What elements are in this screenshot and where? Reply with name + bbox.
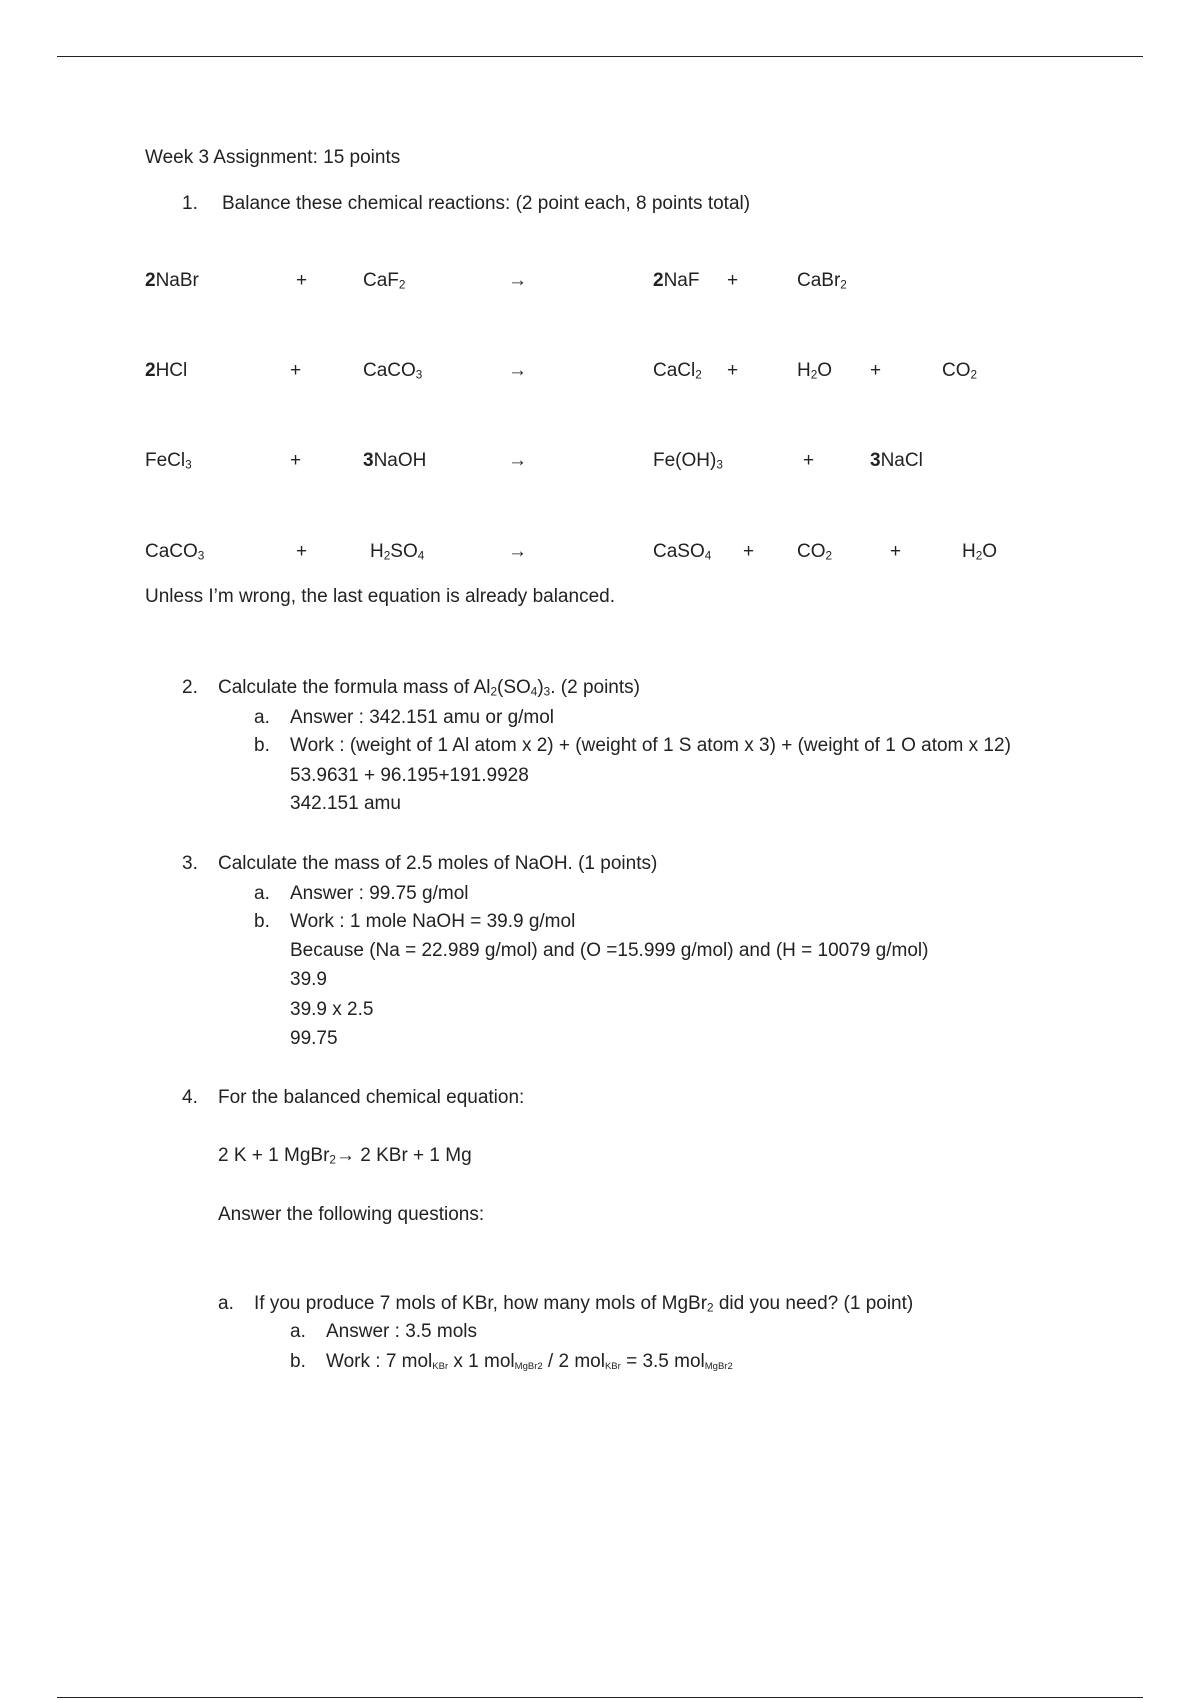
r2-plus-1: + — [290, 360, 302, 381]
r2-product-2: $H_2O$ — [797, 360, 833, 382]
q3-answer: Answer : 99.75 g/mol — [290, 883, 469, 904]
r1-plus-2: + — [727, 270, 739, 291]
q1-note: Unless I’m wrong, the last equation is already balanced. — [145, 586, 615, 607]
bottom-rule — [57, 1697, 1143, 1698]
q3-text: Calculate the mass of 2.5 moles of NaOH. (1 points) — [218, 853, 658, 874]
r3-arrow: → — [508, 450, 527, 471]
q2-work-line-1: 53.9631 + 96.195+191.9928 — [290, 765, 529, 786]
q2-work-line-2: 342.151 amu — [290, 793, 401, 814]
r4-plus-3: + — [890, 541, 902, 562]
r1-product-1: 2NaF — [653, 270, 700, 291]
r1-reactant-2: CaF$_2$ — [363, 270, 406, 292]
r3-plus-2: + — [803, 450, 815, 471]
q2-text: Calculate the formula mass of $Al_2(SO_4)_3$. (2 points) — [218, 677, 640, 699]
r1-product-2: CaBr$_2$ — [797, 270, 847, 292]
q3-a-label: a. — [254, 883, 270, 904]
q3-number: 3. — [182, 853, 198, 874]
q3-work-line-3: 39.9 x 2.5 — [290, 999, 374, 1020]
top-rule — [57, 56, 1143, 57]
q1-number: 1. — [182, 193, 198, 214]
r4-reactant-1: CaCO$_3$ — [145, 541, 205, 563]
q4a-work: Work : 7 mol$_{KBr}$ x 1 mol$_{MgBr2}$ / 2 mol$_{KBr}$ = 3.5 mol$_{MgBr2}$ — [326, 1351, 733, 1372]
q2-number: 2. — [182, 677, 198, 698]
r4-reactant-2: $H_2SO_4$ — [370, 541, 425, 563]
r2-reactant-2: CaCO$_3$ — [363, 360, 423, 382]
q4-number: 4. — [182, 1087, 198, 1108]
q2-answer: Answer : 342.151 amu or g/mol — [290, 707, 555, 728]
r3-product-2: 3NaCl — [870, 450, 923, 471]
q4-prompt: Answer the following questions: — [218, 1204, 485, 1225]
q4a-answer-label: a. — [290, 1321, 306, 1342]
r1-plus-1: + — [296, 270, 308, 291]
q2-b-label: b. — [254, 735, 270, 756]
q3-b-label: b. — [254, 911, 270, 932]
r2-plus-2: + — [727, 360, 739, 381]
r2-arrow: → — [508, 360, 527, 381]
r4-plus-1: + — [296, 541, 308, 562]
r3-plus-1: + — [290, 450, 302, 471]
q3-work-line-4: 99.75 — [290, 1028, 338, 1049]
r3-product-1: $Fe(OH)_3$ — [653, 450, 723, 472]
q4-equation: 2 K + 1 MgBr$_2$→ 2 KBr + 1 Mg — [218, 1145, 472, 1167]
q3-work-line-1: Because (Na = 22.989 g/mol) and (O =15.999 g/mol) and (H = 10079 g/mol) — [290, 940, 929, 961]
q3-work-line-2: 39.9 — [290, 969, 327, 990]
r3-reactant-2: 3NaOH — [363, 450, 427, 471]
r4-product-2: $CO_2$ — [797, 541, 833, 563]
page-title: Week 3 Assignment: 15 points — [145, 147, 401, 168]
r3-reactant-1: FeCl$_3$ — [145, 450, 192, 472]
q2-work: Work : (weight of 1 Al atom x 2) + (weight of 1 S atom x 3) + (weight of 1 O atom x 12) — [290, 735, 1011, 756]
q4a-work-label: b. — [290, 1351, 306, 1372]
q4a-answer: Answer : 3.5 mols — [326, 1321, 477, 1342]
r1-arrow: → — [508, 270, 527, 291]
r4-plus-2: + — [743, 541, 755, 562]
r2-reactant-1: 2HCl — [145, 360, 188, 381]
q4-text: For the balanced chemical equation: — [218, 1087, 525, 1108]
q3-work: Work : 1 mole NaOH = 39.9 g/mol — [290, 911, 576, 932]
r2-product-1: CaCl$_2$ — [653, 360, 702, 382]
q4a-question: If you produce 7 mols of KBr, how many mols of MgBr$_2$ did you need? (1 point) — [254, 1293, 914, 1315]
r1-reactant-1: 2NaBr — [145, 270, 199, 291]
r4-product-1: CaSO$_4$ — [653, 541, 712, 563]
q4a-label: a. — [218, 1293, 234, 1314]
q2-a-label: a. — [254, 707, 270, 728]
r4-arrow: → — [508, 541, 527, 562]
q1-text: Balance these chemical reactions: (2 point each, 8 points total) — [222, 193, 751, 214]
r2-plus-3: + — [870, 360, 882, 381]
r4-product-3: $H_2O$ — [962, 541, 998, 563]
r2-product-3: $CO_2$ — [942, 360, 978, 382]
